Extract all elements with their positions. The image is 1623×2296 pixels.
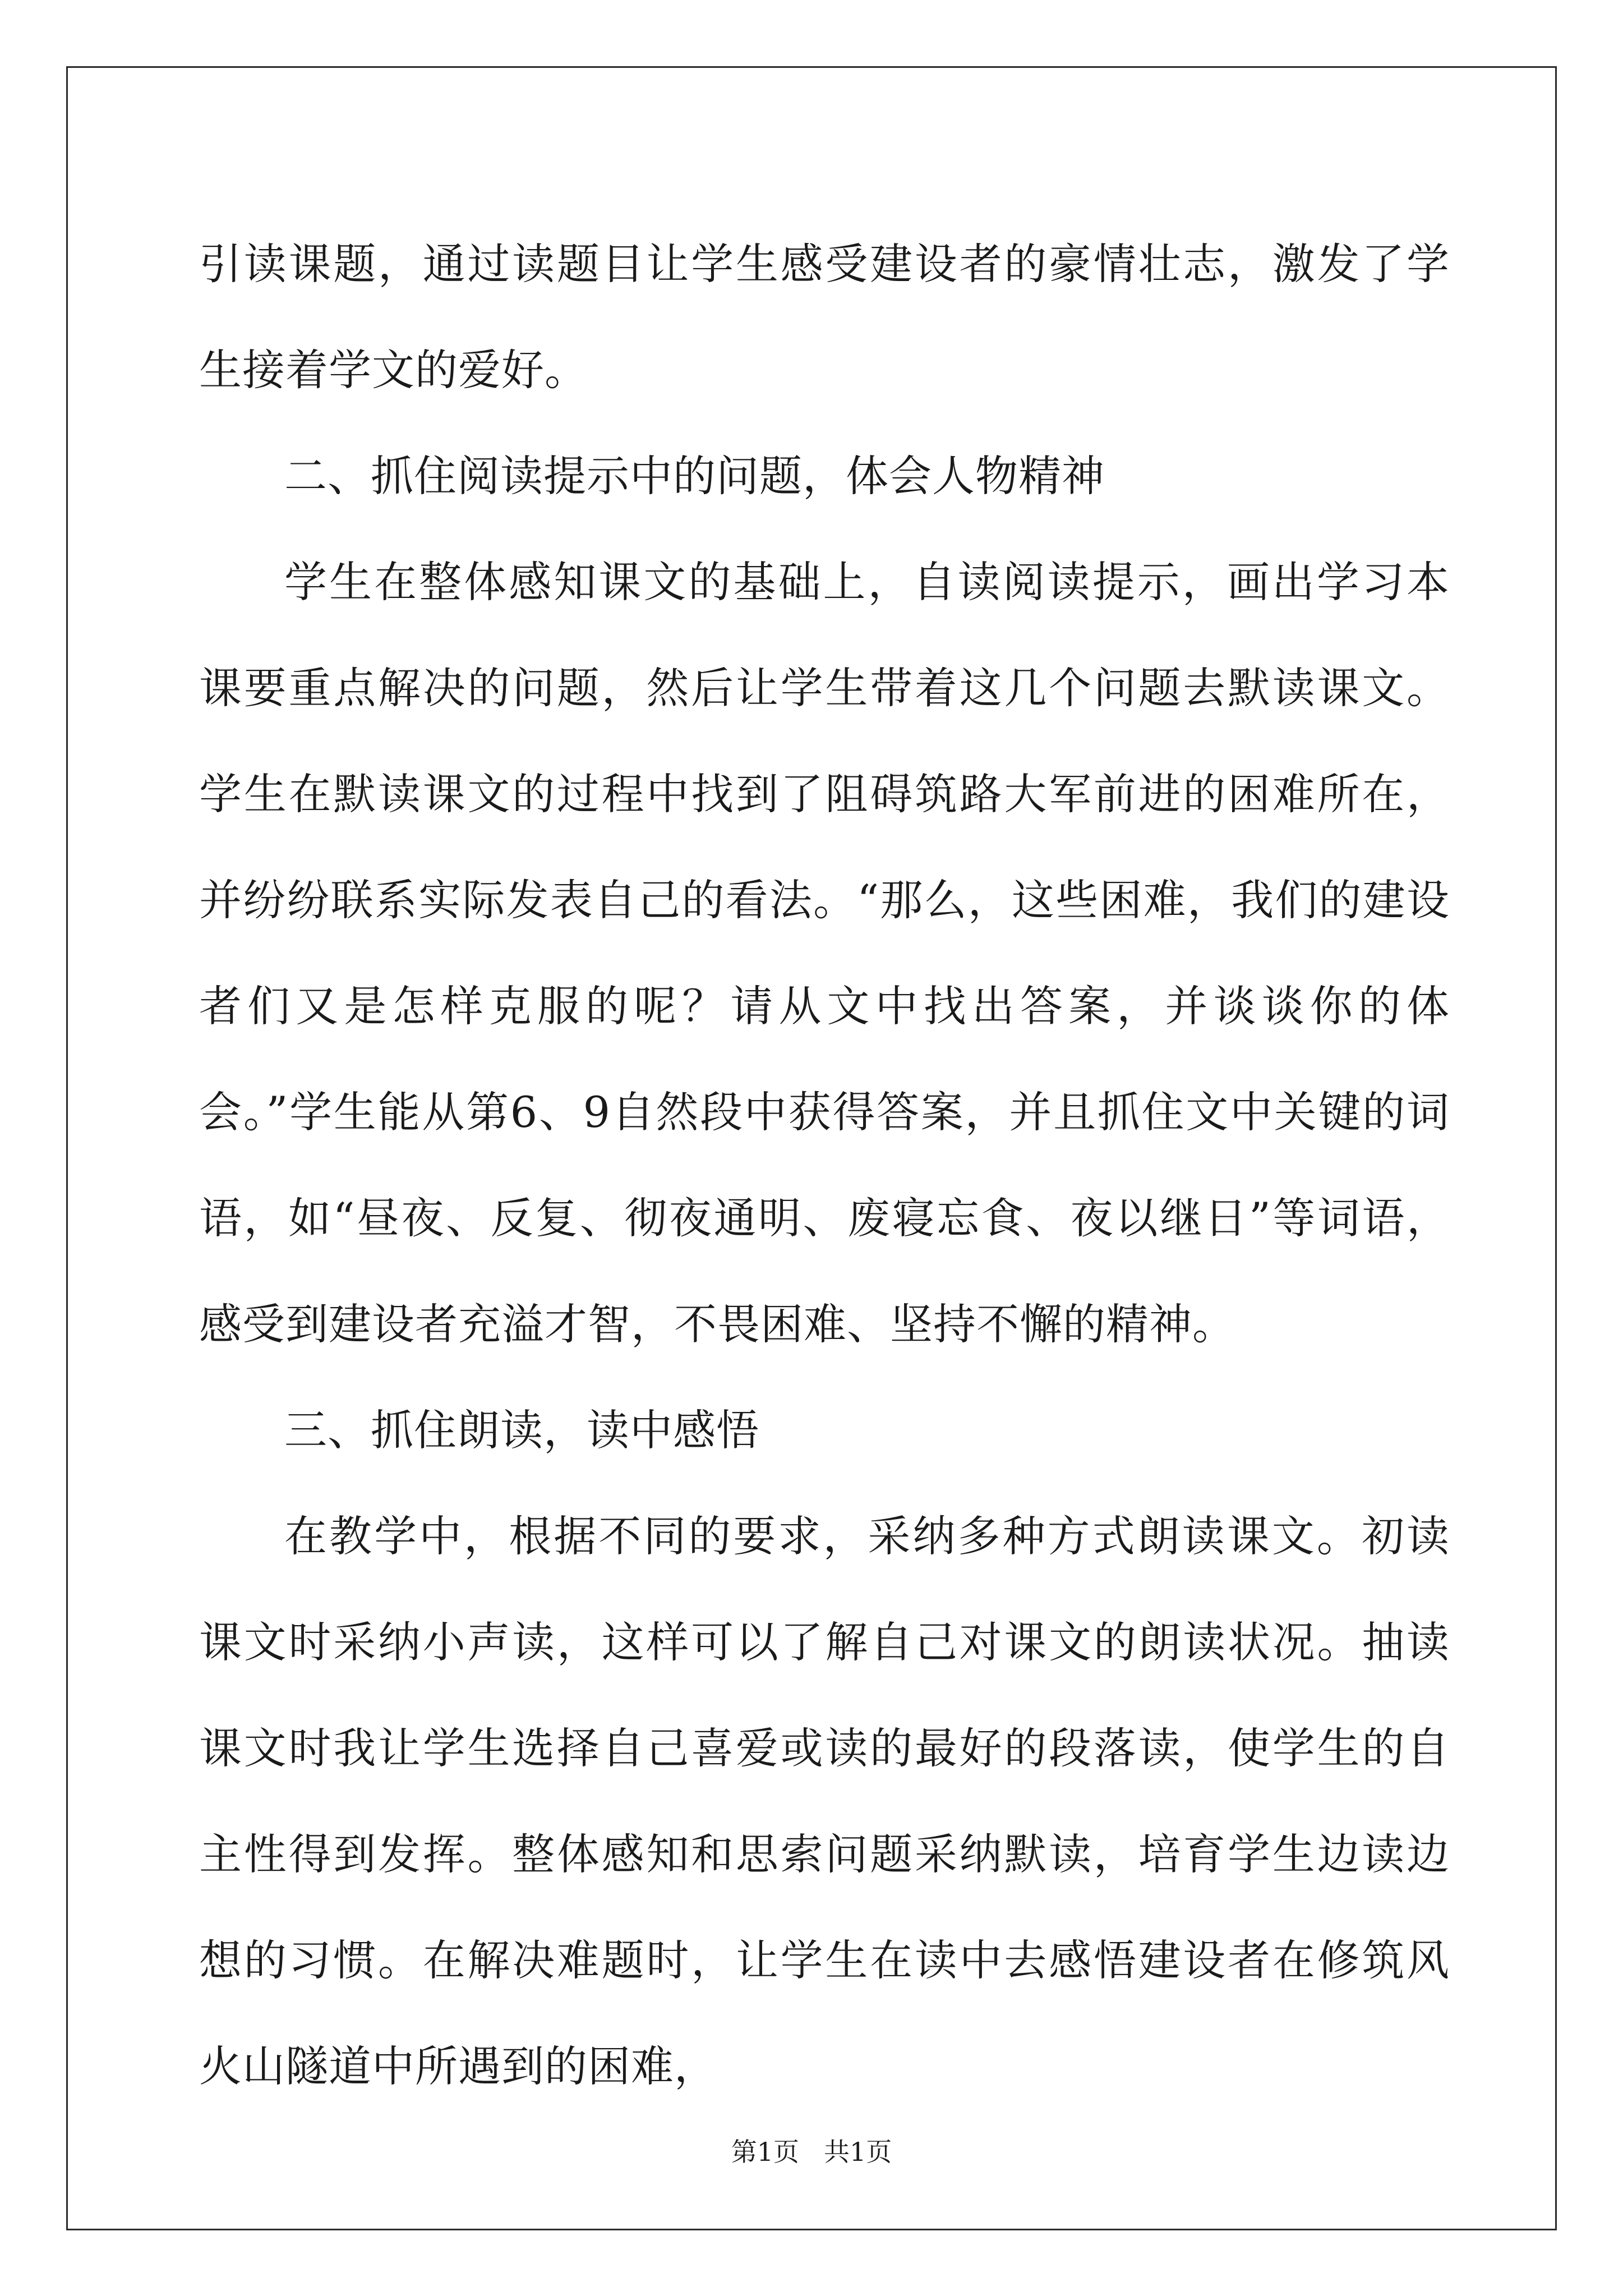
paragraph-reading-aloud: 在教学中，根据不同的要求，采纳多种方式朗读课文。初读课文时采纳小声读，这样可以了解自己对课文的朗读状况。抽读课文时我让学生选择自己喜爱或读的最好的段落读，使学生的自主性得到发挥。整体感知和思索问题采纳默读，培育学生边读边想的习惯。在解决难题时，让学生在读中去感悟建设者在修筑风火山隧道中所遇到的困难， — [199, 1511, 1450, 2091]
page-footer — [0, 2132, 1623, 2169]
paragraph-intro: 引读课题，通过读题目让学生感受建设者的豪情壮志，激发了学生接着学文的爱好。 — [199, 239, 1450, 395]
section-heading-2: 二、抓住阅读提示中的问题，体会人物精神 — [284, 451, 1105, 501]
paragraph-reading-prompt: 学生在整体感知课文的基础上，自读阅读提示，画出学习本课要重点解决的问题，然后让学生带着这几个问题去默读课文。学生在默读课文的过程中找到了阻碍筑路大军前进的困难所在，并纷纷联系实际发表自己的看法。“那么，这些困难，我们的建设者们又是怎样克服的呢？请从文中找出答案，并谈谈你的体会。”学生能从第6、9自然段中获得答案，并且抓住文中关键的词语，如“昼夜、反复、彻夜通明、废寝忘食、夜以继日”等词语，感受到建设者充溢才智，不畏困难、坚持不懈的精神。 — [199, 557, 1450, 1349]
page-number: 第1页 — [731, 2137, 800, 2167]
page-total: 共1页 — [823, 2137, 892, 2167]
document-body — [199, 211, 1450, 2119]
section-heading-3: 三、抓住朗读，读中感悟 — [284, 1405, 759, 1455]
